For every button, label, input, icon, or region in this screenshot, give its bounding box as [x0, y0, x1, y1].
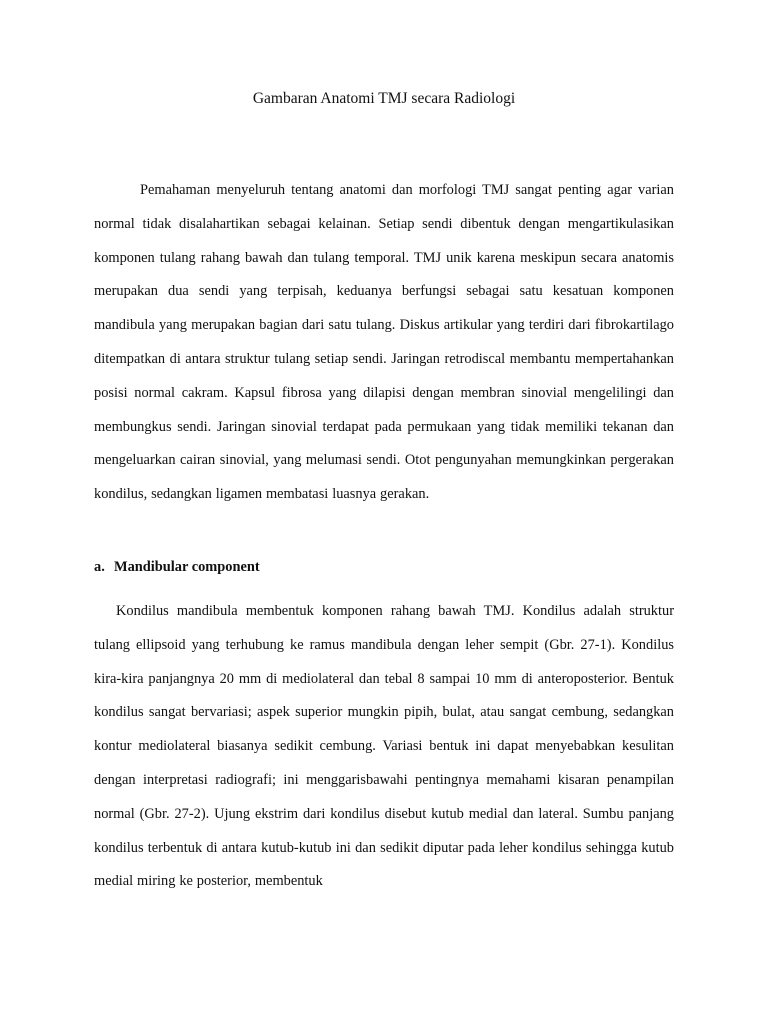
- section-a-paragraph: Kondilus mandibula membentuk komponen rahang bawah TMJ. Kondilus adalah struktur tulang ellipsoid yang terhubung ke ramus mandibula dengan leher sempit (Gbr. 27-1). Kondilus kira-kira panjangnya 20 mm di mediolateral dan tebal 8 sampai 10 mm di anteroposterior. Bentuk kondilus sangat bervariasi; aspek superior mungkin pipih, bulat, atau sangat cembung, sedangkan kontur mediolateral biasanya sedikit cembung. Variasi bentuk ini dapat menyebabkan kesulitan dengan interpretasi radiografi; ini menggarisbawahi pentingnya memahami kisaran penampilan normal (Gbr. 27-2). Ujung ekstrim dari kondilus disebut kutub medial dan lateral. Sumbu panjang kondilus terbentuk di antara kutub-kutub ini dan sedikit diputar pada leher kondilus sehingga kutub medial miring ke posterior, membentuk: [94, 603, 674, 890]
- section-a-marker: a.: [94, 559, 105, 575]
- page-title: Gambaran Anatomi TMJ secara Radiologi: [252, 90, 516, 107]
- section-a-heading-text: Mandibular component: [114, 559, 260, 575]
- section-a-heading: [94, 556, 260, 578]
- intro-paragraph: Pemahaman menyeluruh tentang anatomi dan morfologi TMJ sangat penting agar varian normal tidak disalahartikan sebagai kelainan. Setiap sendi dibentuk dengan mengartikulasikan komponen tulang rahang bawah dan tulang temporal. TMJ unik karena meskipun secara anatomis merupakan dua sendi yang terpisah, keduanya berfungsi sebagai satu kesatuan komponen mandibula yang merupakan bagian dari satu tulang. Diskus artikular yang terdiri dari fibrokartilago ditempatkan di antara struktur tulang setiap sendi. Jaringan retrodiscal membantu mempertahankan posisi normal cakram. Kapsul fibrosa yang dilapisi dengan membran sinovial mengelilingi dan membungkus sendi. Jaringan sinovial terdapat pada permukaan yang tidak memiliki tekanan dan mengeluarkan cairan sinovial, yang melumasi sendi. Otot pengunyahan memungkinkan pergerakan kondilus, sedangkan ligamen membatasi luasnya gerakan.: [94, 182, 674, 503]
